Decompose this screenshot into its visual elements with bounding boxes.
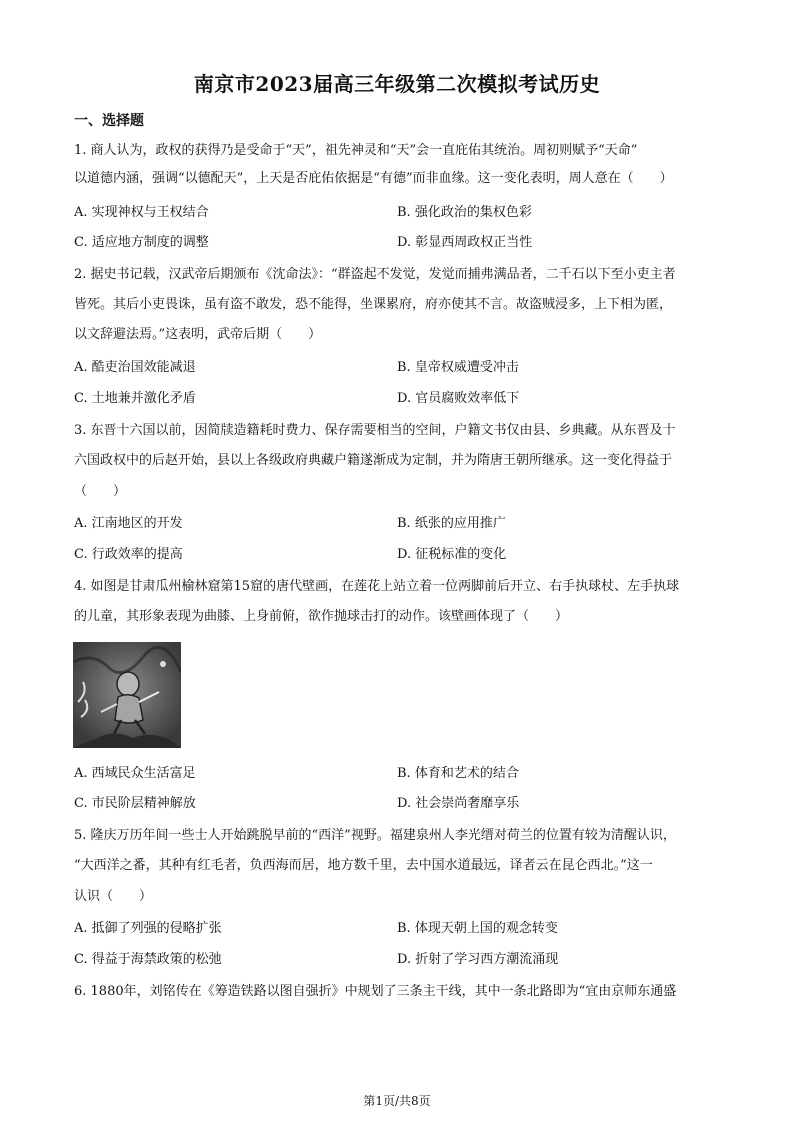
q2-line-3: 以文辞避法焉。”这表明，武帝后期（ ）	[74, 327, 322, 342]
q5-line-3: 认识（ ）	[74, 889, 153, 904]
q5-line-2: “大西洋之番，其种有红毛者，负西海而居，地方数千里，去中国水道最远，译者云在昆仑西北。”这一	[74, 858, 653, 873]
q4-line-1: 4. 如图是甘肃瓜州榆林窟第15窟的唐代壁画，在莲花上站立着一位两脚前后开立、右手执球杖、左手执球	[74, 579, 680, 594]
q1-option-b: B. 强化政治的集权色彩	[397, 205, 532, 220]
q4-option-d: D. 社会崇尚奢靡享乐	[397, 796, 520, 811]
q5-option-d: D. 折射了学习西方潮流涌现	[397, 952, 559, 967]
page-footer: 第1页/共8页	[363, 1094, 431, 1108]
mural-illustration	[73, 642, 181, 748]
q1-option-d: D. 彰显西周政权正当性	[397, 235, 533, 250]
q2-line-1: 2. 据史书记载，汉武帝后期颁布《沈命法》：“群盗起不发觉，发觉而捕弗满品者，二千石以下至小吏主者	[74, 267, 676, 282]
q5-option-a: A. 抵御了列强的侵略扩张	[74, 921, 222, 936]
section-heading: 一、选择题	[74, 113, 144, 129]
q3-option-a: A. 江南地区的开发	[74, 516, 183, 531]
mural-image	[73, 642, 181, 748]
q4-option-c: C. 市民阶层精神解放	[74, 796, 196, 811]
q3-option-c: C. 行政效率的提高	[74, 547, 183, 562]
q2-option-c: C. 土地兼并激化矛盾	[74, 391, 196, 406]
q3-option-d: D. 征税标准的变化	[397, 547, 507, 562]
q6-line-1: 6. 1880年，刘铭传在《筹造铁路以图自强折》中规划了三条主干线，其中一条北路即为“宜由京师东通盛	[74, 984, 677, 999]
exam-title: 南京市2023届高三年级第二次模拟考试历史	[193, 72, 601, 96]
q2-line-2: 皆死。其后小吏畏诛，虽有盗不敢发，恐不能得，坐课累府，府亦使其不言。故盗贼浸多，上下相为匿，	[74, 297, 673, 312]
q2-option-d: D. 官员腐败效率低下	[397, 391, 520, 406]
q5-option-b: B. 体现天朝上国的观念转变	[397, 921, 558, 936]
q4-option-a: A. 西域民众生活富足	[74, 766, 196, 781]
q1-line-1: 1. 商人认为，政权的获得乃是受命于“天”，祖先神灵和“天”会一直庇佑其统治。周初则赋予“天命”	[74, 143, 638, 158]
q3-line-1: 3. 东晋十六国以前，因简牍造籍耗时费力、保存需要相当的空间，户籍文书仅由县、乡典藏。从东晋及十	[74, 423, 676, 438]
q1-option-a: A. 实现神权与王权结合	[74, 205, 209, 220]
q5-option-c: C. 得益于海禁政策的松弛	[74, 952, 222, 967]
q5-line-1: 5. 隆庆万历年间一些士人开始跳脱早前的“西洋”视野。福建泉州人李光缙对荷兰的位置有较为清醒认识，	[74, 828, 676, 843]
q3-line-3: （ ）	[74, 484, 127, 499]
q3-line-2: 六国政权中的后赵开始，县以上各级政府典藏户籍遂渐成为定制，并为隋唐王朝所继承。这一变化得益于	[74, 453, 673, 468]
q1-line-2: 以道德内涵，强调“以德配天”，上天是否庇佑依据是“有德”而非血缘。这一变化表明，周人意在（ ）	[74, 171, 673, 186]
q2-option-a: A. 酷吏治国效能减退	[74, 360, 196, 375]
q4-line-2: 的儿童，其形象表现为曲膝、上身前俯，欲作抛球击打的动作。该壁画体现了（ ）	[74, 609, 569, 624]
q1-option-c: C. 适应地方制度的调整	[74, 235, 209, 250]
q4-option-b: B. 体育和艺术的结合	[397, 766, 519, 781]
q3-option-b: B. 纸张的应用推广	[397, 516, 506, 531]
q2-option-b: B. 皇帝权威遭受冲击	[397, 360, 519, 375]
